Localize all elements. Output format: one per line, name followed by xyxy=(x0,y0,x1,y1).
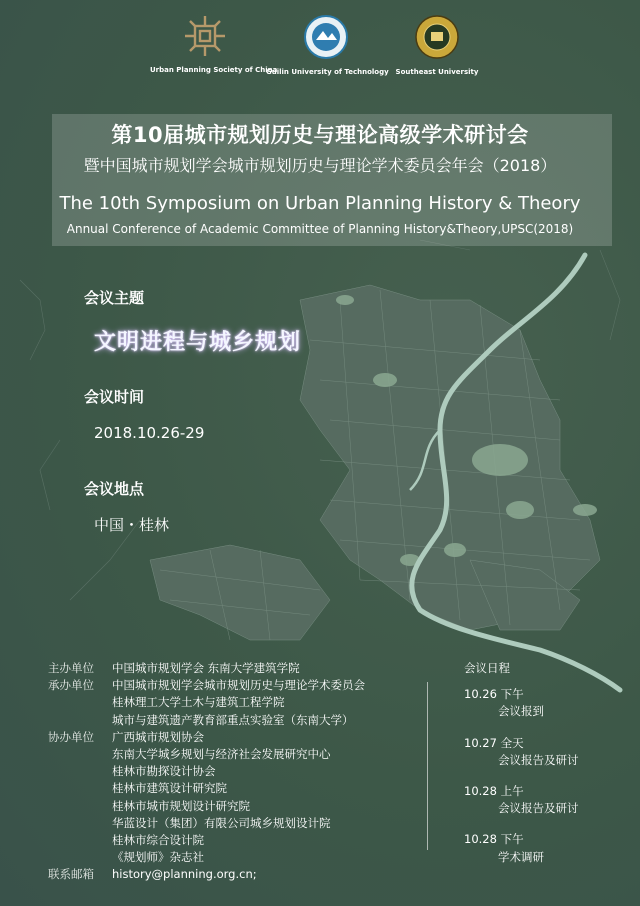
email-row xyxy=(48,866,365,883)
schedule-what: 会议报告及研讨 xyxy=(498,752,579,767)
theme-label: 会议主题 xyxy=(84,289,145,307)
upsc-emblem-icon xyxy=(183,14,227,58)
schedule-block xyxy=(464,660,579,880)
co-list xyxy=(112,729,331,867)
schedule-when: 10.26 下午 xyxy=(464,687,524,702)
co-item: 广西城市规划协会 xyxy=(112,729,204,744)
host-value: 中国城市规划学会 东南大学建筑学院 xyxy=(112,661,300,675)
undertake-row xyxy=(48,677,365,729)
schedule-when: 10.28 下午 xyxy=(464,832,524,847)
schedule-title: 会议日程 xyxy=(464,661,510,675)
co-item: 桂林市综合设计院 xyxy=(112,833,204,848)
theme-value: 文明进程与城乡规划 xyxy=(94,330,302,355)
glut-seal-icon xyxy=(303,14,349,60)
co-item: 《规划师》杂志社 xyxy=(112,850,204,865)
co-label: 协办单位 xyxy=(48,729,94,744)
schedule-item xyxy=(464,783,579,817)
co-item: 华蓝设计（集团）有限公司城乡规划设计院 xyxy=(112,815,331,830)
place-value: 中国・桂林 xyxy=(94,516,170,534)
title-cn-sub: 暨中国城市规划学会城市规划历史与理论学术委员会年会（2018） xyxy=(83,156,557,175)
undertake-item: 城市与建筑遗产教育部重点实验室（东南大学） xyxy=(112,712,354,727)
schedule-what: 会议报到 xyxy=(498,704,544,719)
schedule-what: 学术调研 xyxy=(498,849,544,864)
email-link[interactable]: history@planning.org.cn; xyxy=(112,867,257,882)
co-item: 桂林市建筑设计研究院 xyxy=(112,781,227,796)
time-value: 2018.10.26-29 xyxy=(94,424,205,442)
undertake-item: 中国城市规划学会城市规划历史与理论学术委员会 xyxy=(112,678,365,693)
schedule-what: 会议报告及研讨 xyxy=(498,801,579,816)
title-en-sub: Annual Conference of Academic Committee of Planning History&Theory,UPSC(2018) xyxy=(66,222,574,236)
title-en-main: The 10th Symposium on Urban Planning History & Theory xyxy=(59,193,581,214)
undertake-list xyxy=(112,677,365,729)
schedule-when: 10.28 上午 xyxy=(464,784,524,799)
seu-seal-icon xyxy=(414,14,460,60)
place-label: 会议地点 xyxy=(84,480,145,498)
time-label: 会议时间 xyxy=(84,388,145,406)
co-item: 桂林市城市规划设计研究院 xyxy=(112,798,250,813)
email-label: 联系邮箱 xyxy=(48,867,94,882)
host-label: 主办单位 xyxy=(48,661,94,675)
column-divider xyxy=(427,682,428,850)
schedule-item xyxy=(464,735,579,769)
organizers-block xyxy=(48,660,365,884)
co-item: 东南大学城乡规划与经济社会发展研究中心 xyxy=(112,747,331,762)
logo-bar xyxy=(0,14,640,100)
schedule-item xyxy=(464,686,579,720)
glut-logo xyxy=(266,14,389,76)
undertake-item: 桂林理工大学土木与建筑工程学院 xyxy=(112,695,285,710)
undertake-label: 承办单位 xyxy=(48,678,94,693)
glut-caption: Guilin University of Technology xyxy=(266,68,389,76)
upsc-caption: Urban Planning Society of China xyxy=(150,66,278,74)
co-item: 桂林市勘探设计协会 xyxy=(112,764,216,779)
host-row xyxy=(48,660,365,677)
seu-caption: Southeast University xyxy=(395,68,479,76)
title-cn-main: 第10届城市规划历史与理论高级学术研讨会 xyxy=(111,123,529,147)
upsc-logo xyxy=(150,14,278,74)
seu-logo xyxy=(392,14,482,76)
schedule-when: 10.27 全天 xyxy=(464,735,524,750)
schedule-item xyxy=(464,831,579,865)
co-row xyxy=(48,729,365,867)
